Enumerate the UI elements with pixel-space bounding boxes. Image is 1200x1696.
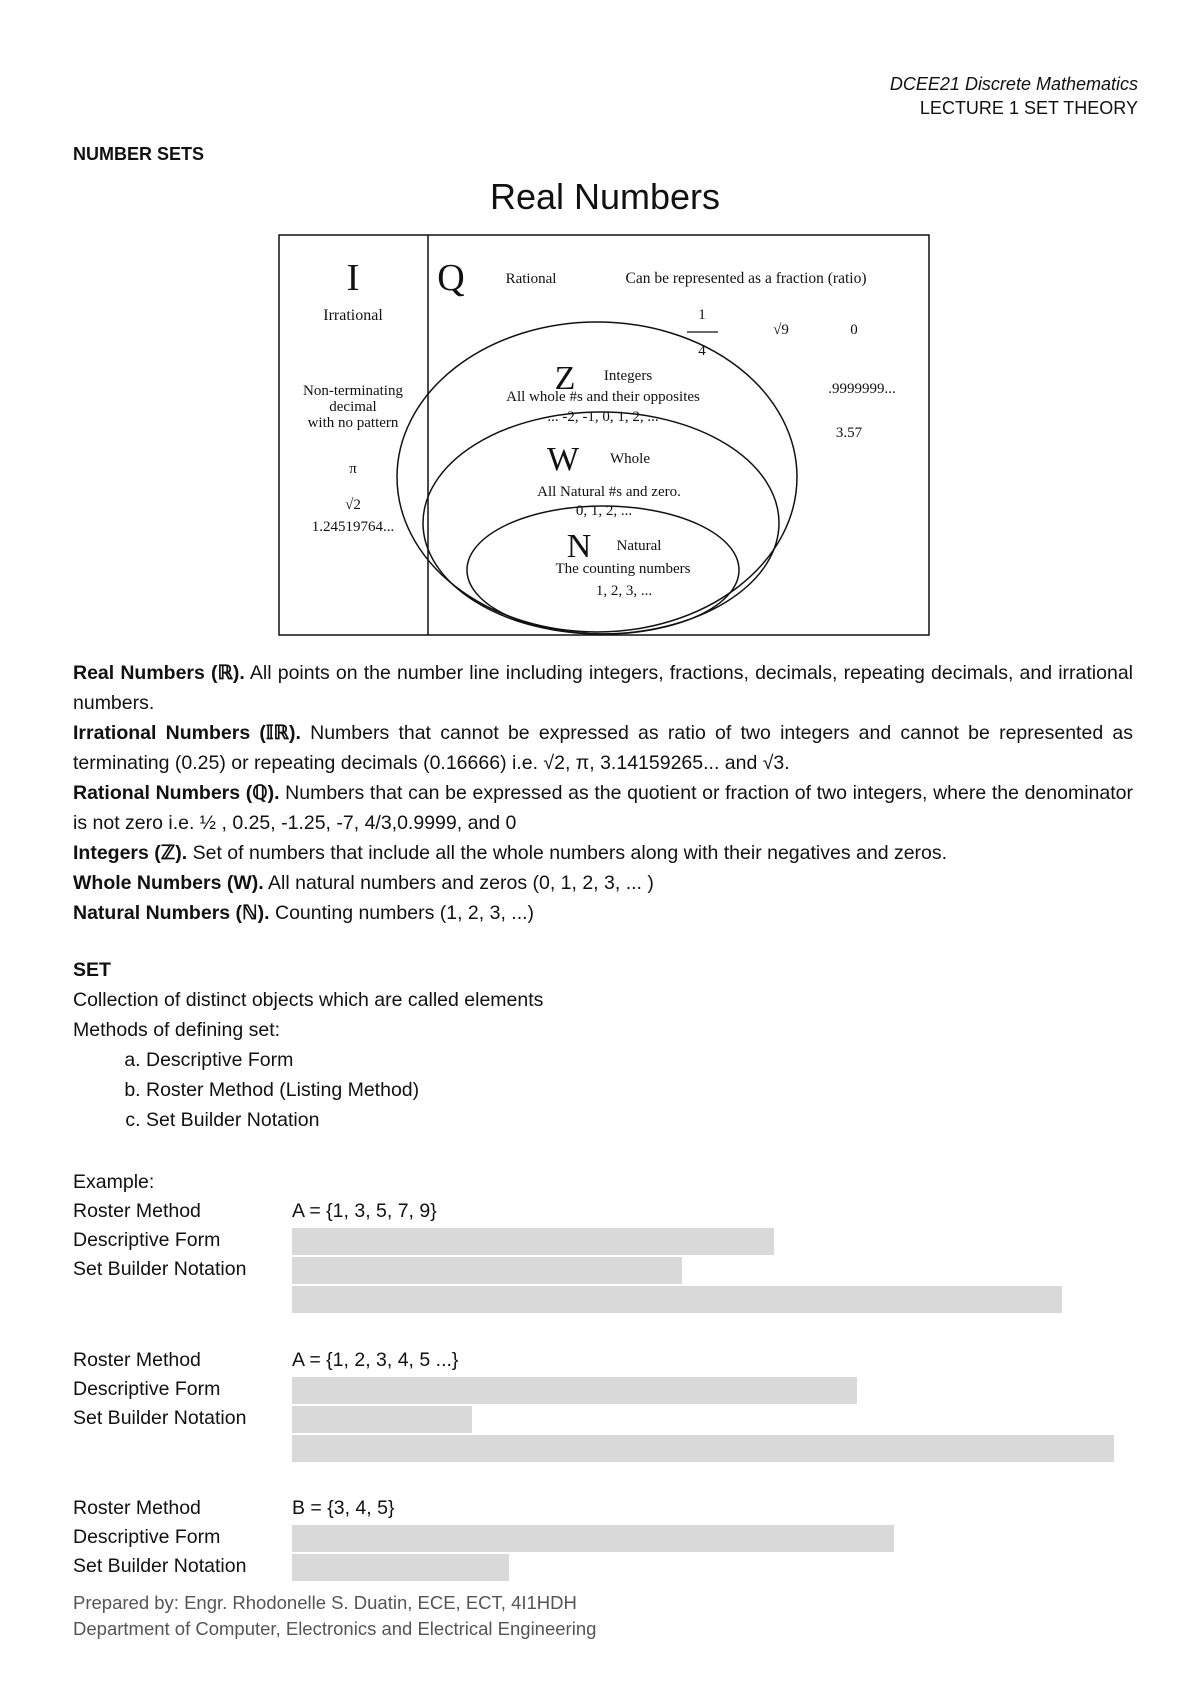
- example-1-builder-blank-2[interactable]: [292, 1286, 1062, 1313]
- irrational-letter: I: [346, 257, 360, 299]
- example-3-builder-blank[interactable]: [292, 1554, 509, 1581]
- def-whole-term: Whole Numbers (W).: [73, 872, 264, 894]
- definitions: [73, 658, 1133, 928]
- example-2-roster: A = {1, 2, 3, 4, 5 ...}: [292, 1349, 459, 1371]
- integers-letter: Z: [554, 360, 576, 397]
- natural-letter: N: [566, 528, 592, 565]
- example-2-descriptive-blank[interactable]: [292, 1377, 857, 1404]
- page-footer: [73, 1590, 596, 1642]
- rational-desc: Can be represented as a fraction (ratio): [625, 270, 867, 287]
- def-whole: [73, 868, 1133, 898]
- descriptive-label: Descriptive Form: [73, 1378, 221, 1400]
- roster-label: Roster Method: [73, 1497, 201, 1519]
- irrational-desc-2: decimal: [329, 399, 377, 415]
- method-item: c. Set Builder Notation: [146, 1105, 543, 1135]
- def-irrational-term: Irrational Numbers (𝕀ℝ).: [73, 722, 301, 744]
- builder-label: Set Builder Notation: [73, 1407, 247, 1429]
- lecture-title: LECTURE 1 SET THEORY: [919, 98, 1138, 118]
- integers-examples: ... -2, -1, 0, 1, 2, ...: [547, 409, 659, 425]
- example-2-builder-blank-2[interactable]: [292, 1435, 1114, 1462]
- def-real-term: Real Numbers (ℝ).: [73, 662, 245, 684]
- set-description: Collection of distinct objects which are called elements: [73, 989, 544, 1011]
- whole-examples: 0, 1, 2, ...: [575, 503, 633, 519]
- def-integers-text: Set of numbers that include all the whole numbers along with their negatives and zeros.: [187, 842, 948, 864]
- natural-desc: The counting numbers: [555, 561, 691, 577]
- rational-fraction-num: 1: [698, 307, 706, 323]
- rational-label: Rational: [505, 271, 557, 287]
- def-irrational-text: Numbers that cannot be expressed as ratio of two integers and cannot be represented as terminating (0.25) or repeating decimals (0.16666) i.e. √2, π, 3.14159265... and √3.: [73, 722, 1133, 774]
- def-natural-term: Natural Numbers (ℕ).: [73, 902, 270, 924]
- rational-example-decimal: 3.57: [835, 425, 863, 441]
- builder-label: Set Builder Notation: [73, 1258, 247, 1280]
- section-heading-number-sets: NUMBER SETS: [73, 144, 205, 164]
- def-rational-term: Rational Numbers (ℚ).: [73, 782, 280, 804]
- example-3-descriptive-blank[interactable]: [292, 1525, 894, 1552]
- footer-department: Department of Computer, Electronics and Electrical Engineering: [73, 1618, 597, 1639]
- page-header: [890, 72, 1138, 120]
- natural-examples: 1, 2, 3, ...: [595, 583, 653, 599]
- def-rational: [73, 778, 1133, 838]
- def-rational-text: Numbers that can be expressed as the quotient or fraction of two integers, where the denominator is not zero i.e. ½ , 0.25, -1.25, -7, 4/3,0.9999, and 0: [73, 782, 1133, 834]
- integers-label: Integers: [603, 368, 653, 384]
- whole-letter: W: [546, 441, 580, 478]
- descriptive-label: Descriptive Form: [73, 1526, 221, 1548]
- def-integers: [73, 838, 1133, 868]
- methods-list: [73, 1045, 543, 1135]
- irrational-desc-1: Non-terminating: [303, 383, 403, 399]
- def-whole-text: All natural numbers and zeros (0, 1, 2, 3, ... ): [263, 872, 654, 894]
- natural-label: Natural: [616, 538, 662, 554]
- irrational-desc-3: with no pattern: [307, 415, 399, 431]
- irrational-label: Irrational: [323, 307, 383, 324]
- set-heading: SET: [73, 959, 111, 981]
- real-numbers-diagram: [278, 234, 930, 636]
- roster-label: Roster Method: [73, 1349, 201, 1371]
- def-natural: [73, 898, 1133, 928]
- example-1-roster: A = {1, 3, 5, 7, 9}: [292, 1200, 437, 1222]
- rational-fraction-den: 4: [698, 343, 706, 359]
- def-integers-term: Integers (ℤ).: [73, 842, 188, 864]
- roster-label: Roster Method: [73, 1200, 201, 1222]
- def-irrational: [73, 718, 1133, 778]
- irrational-example-pi: π: [349, 461, 357, 477]
- example-1-builder-blank[interactable]: [292, 1257, 682, 1284]
- example-2-builder-blank[interactable]: [292, 1406, 472, 1433]
- descriptive-label: Descriptive Form: [73, 1229, 221, 1251]
- irrational-example-root2: √2: [345, 497, 361, 513]
- set-section: [73, 955, 543, 1135]
- example-label: Example:: [73, 1171, 155, 1193]
- method-item: a. Descriptive Form: [146, 1045, 543, 1075]
- builder-label: Set Builder Notation: [73, 1555, 247, 1577]
- rational-example-zero: 0: [850, 322, 858, 338]
- def-real: [73, 658, 1133, 718]
- integers-desc: All whole #s and their opposites: [506, 389, 700, 405]
- course-title: DCEE21 Discrete Mathematics: [889, 74, 1138, 94]
- def-natural-text: Counting numbers (1, 2, 3, ...): [269, 902, 535, 924]
- method-item: b. Roster Method (Listing Method): [146, 1075, 543, 1105]
- irrational-example-decimal: 1.24519764...: [311, 519, 395, 535]
- rational-example-repeating: .9999999...: [828, 381, 896, 397]
- def-real-text: All points on the number line including integers, fractions, decimals, repeating decimals, and irrational numbers.: [73, 662, 1133, 714]
- rational-example-root9: √9: [773, 322, 789, 338]
- whole-label: Whole: [610, 451, 650, 467]
- example-1-descriptive-blank[interactable]: [292, 1228, 774, 1255]
- figure-title: Real Numbers: [489, 176, 721, 217]
- example-3-roster: B = {3, 4, 5}: [292, 1497, 395, 1519]
- methods-intro: Methods of defining set:: [73, 1019, 281, 1041]
- footer-prepared-by: Prepared by: Engr. Rhodonelle S. Duatin, ECE, ECT, 4I1HDH: [73, 1592, 577, 1613]
- whole-desc: All Natural #s and zero.: [537, 484, 681, 500]
- rational-letter: Q: [437, 257, 465, 299]
